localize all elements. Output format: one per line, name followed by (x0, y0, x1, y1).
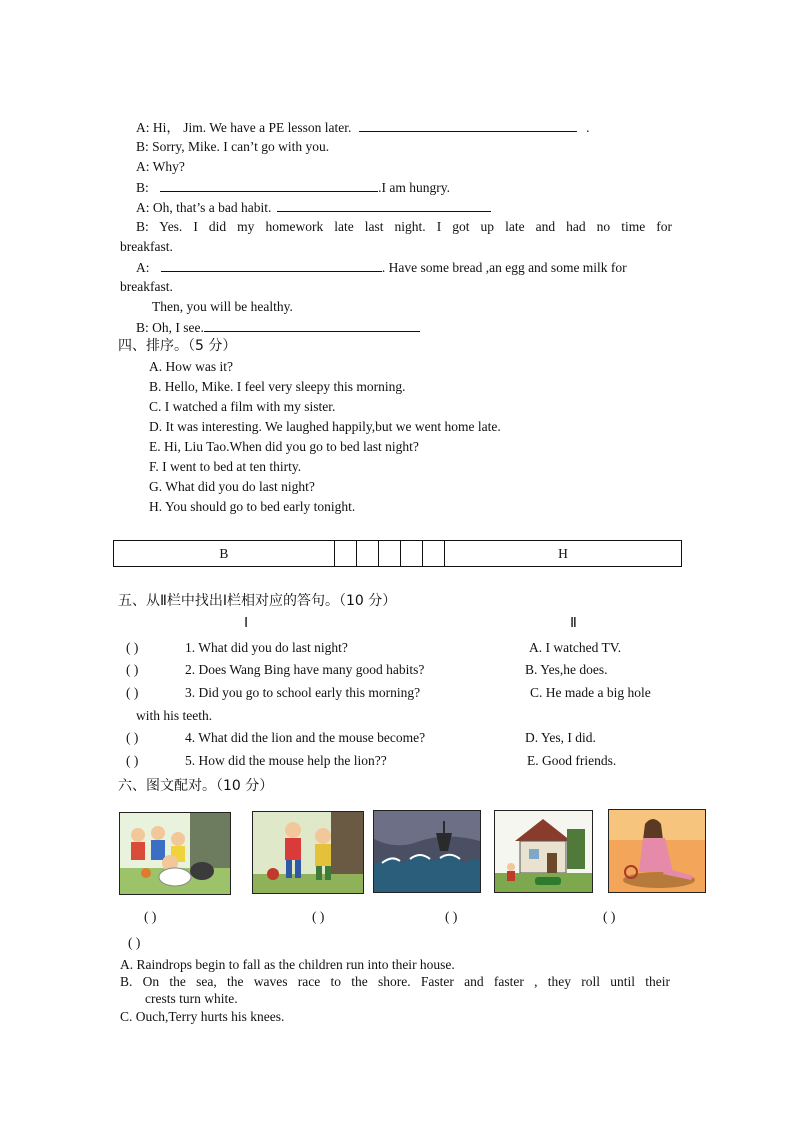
answer-b: B. Yes,he does. (525, 662, 608, 677)
picture-3-paren[interactable]: ( ) (445, 909, 458, 924)
question-4: 4. What did the lion and the mouse become? (185, 730, 426, 745)
dialogue-line-7: A: . Have some bread ,an egg and some milk for (136, 257, 672, 278)
question-2: 2. Does Wang Bing have many good habits? (185, 662, 425, 677)
match-paren[interactable]: ( ) (126, 662, 139, 677)
column-ii-header: Ⅱ (570, 616, 577, 631)
answer-e: E. Good friends. (527, 753, 617, 768)
dialogue-line-1: A: Hi， Jim. We have a PE lesson later. . (136, 117, 590, 138)
order-cell: H (444, 541, 681, 567)
match-paren[interactable]: ( ) (126, 640, 139, 655)
order-answer-table (113, 540, 682, 567)
option-c: C. Ouch,Terry hurts his knees. (120, 1009, 285, 1024)
dialogue-line-6: B: Yes. I did my homework late last night. I got up late and had no time for (136, 219, 672, 234)
match-paren[interactable]: ( ) (126, 730, 139, 745)
picture-boy-hurt-knee (252, 811, 364, 894)
question-5: 5. How did the mouse help the lion?? (185, 753, 387, 768)
answer-blank[interactable] (277, 197, 491, 212)
answer-d: D. Yes, I did. (525, 730, 596, 745)
answer-a: A. I watched TV. (529, 640, 622, 655)
picture-4-paren[interactable]: ( ) (603, 909, 616, 924)
picture-girl-sitting (608, 809, 706, 893)
picture-house-rain (494, 810, 593, 893)
children-illustration (120, 813, 230, 894)
column-i-header: Ⅰ (244, 616, 249, 631)
order-item-e: E. Hi, Liu Tao.When did you go to bed last night? (149, 439, 419, 454)
section-5-title: 五、从Ⅱ栏中找出Ⅰ栏相对应的答句。（10 分） (118, 593, 397, 609)
answer-c: C. He made a big hole (530, 685, 651, 700)
order-cell[interactable] (334, 541, 356, 567)
dialogue-line-2: B: Sorry, Mike. I can’t go with you. (136, 139, 330, 154)
picture-stormy-sea (373, 810, 481, 893)
answer-blank[interactable] (161, 257, 382, 272)
order-item-a: A. How was it? (149, 359, 233, 374)
option-a: A. Raindrops begin to fall as the children run into their house. (120, 957, 455, 972)
picture-1-paren[interactable]: ( ) (144, 909, 157, 924)
option-b-continued: crests turn white. (145, 991, 238, 1006)
boy-illustration (253, 812, 363, 893)
order-item-g: G. What did you do last night? (149, 479, 315, 494)
question-1: 1. What did you do last night? (185, 640, 348, 655)
dialogue-line-3: A: Why? (136, 159, 185, 174)
order-item-b: B. Hello, Mike. I feel very sleepy this morning. (149, 379, 406, 394)
dialogue-line-7c: breakfast. (120, 279, 173, 294)
section-6-title: 六、图文配对。（10 分） (118, 778, 274, 794)
picture-5-paren[interactable]: ( ) (128, 935, 141, 950)
dialogue-line-9: B: Oh, I see. (136, 317, 420, 338)
dialogue-line-6b: breakfast. (120, 239, 173, 254)
option-b: B. On the sea, the waves race to the shore. Faster and faster , they roll until their (120, 974, 670, 989)
order-cell[interactable] (400, 541, 422, 567)
order-item-f: F. I went to bed at ten thirty. (149, 459, 302, 474)
match-paren[interactable]: ( ) (126, 753, 139, 768)
house-illustration (495, 811, 592, 892)
question-3: 3. Did you go to school early this morning? (185, 685, 421, 700)
dialogue-line-4: B: .I am hungry. (136, 177, 450, 198)
order-cell[interactable] (378, 541, 400, 567)
sea-illustration (374, 811, 480, 892)
order-item-c: C. I watched a film with my sister. (149, 399, 336, 414)
girl-illustration (609, 810, 705, 892)
section-4-title: 四、排序。（5 分） (118, 338, 237, 354)
order-cell[interactable] (422, 541, 444, 567)
answer-blank[interactable] (160, 177, 378, 192)
dialogue-line-5: A: Oh, that’s a bad habit. (136, 197, 491, 218)
dialogue-line-8: Then, you will be healthy. (152, 299, 293, 314)
answer-blank[interactable] (359, 117, 577, 132)
order-item-d: D. It was interesting. We laughed happily,but we went home late. (149, 419, 501, 434)
answer-c-continued: with his teeth. (136, 708, 213, 723)
picture-children-playing (119, 812, 231, 895)
order-cell[interactable] (356, 541, 378, 567)
order-item-h: H. You should go to bed early tonight. (149, 499, 356, 514)
picture-2-paren[interactable]: ( ) (312, 909, 325, 924)
order-cell: B (114, 541, 335, 567)
match-paren[interactable]: ( ) (126, 685, 139, 700)
answer-blank[interactable] (204, 317, 420, 332)
